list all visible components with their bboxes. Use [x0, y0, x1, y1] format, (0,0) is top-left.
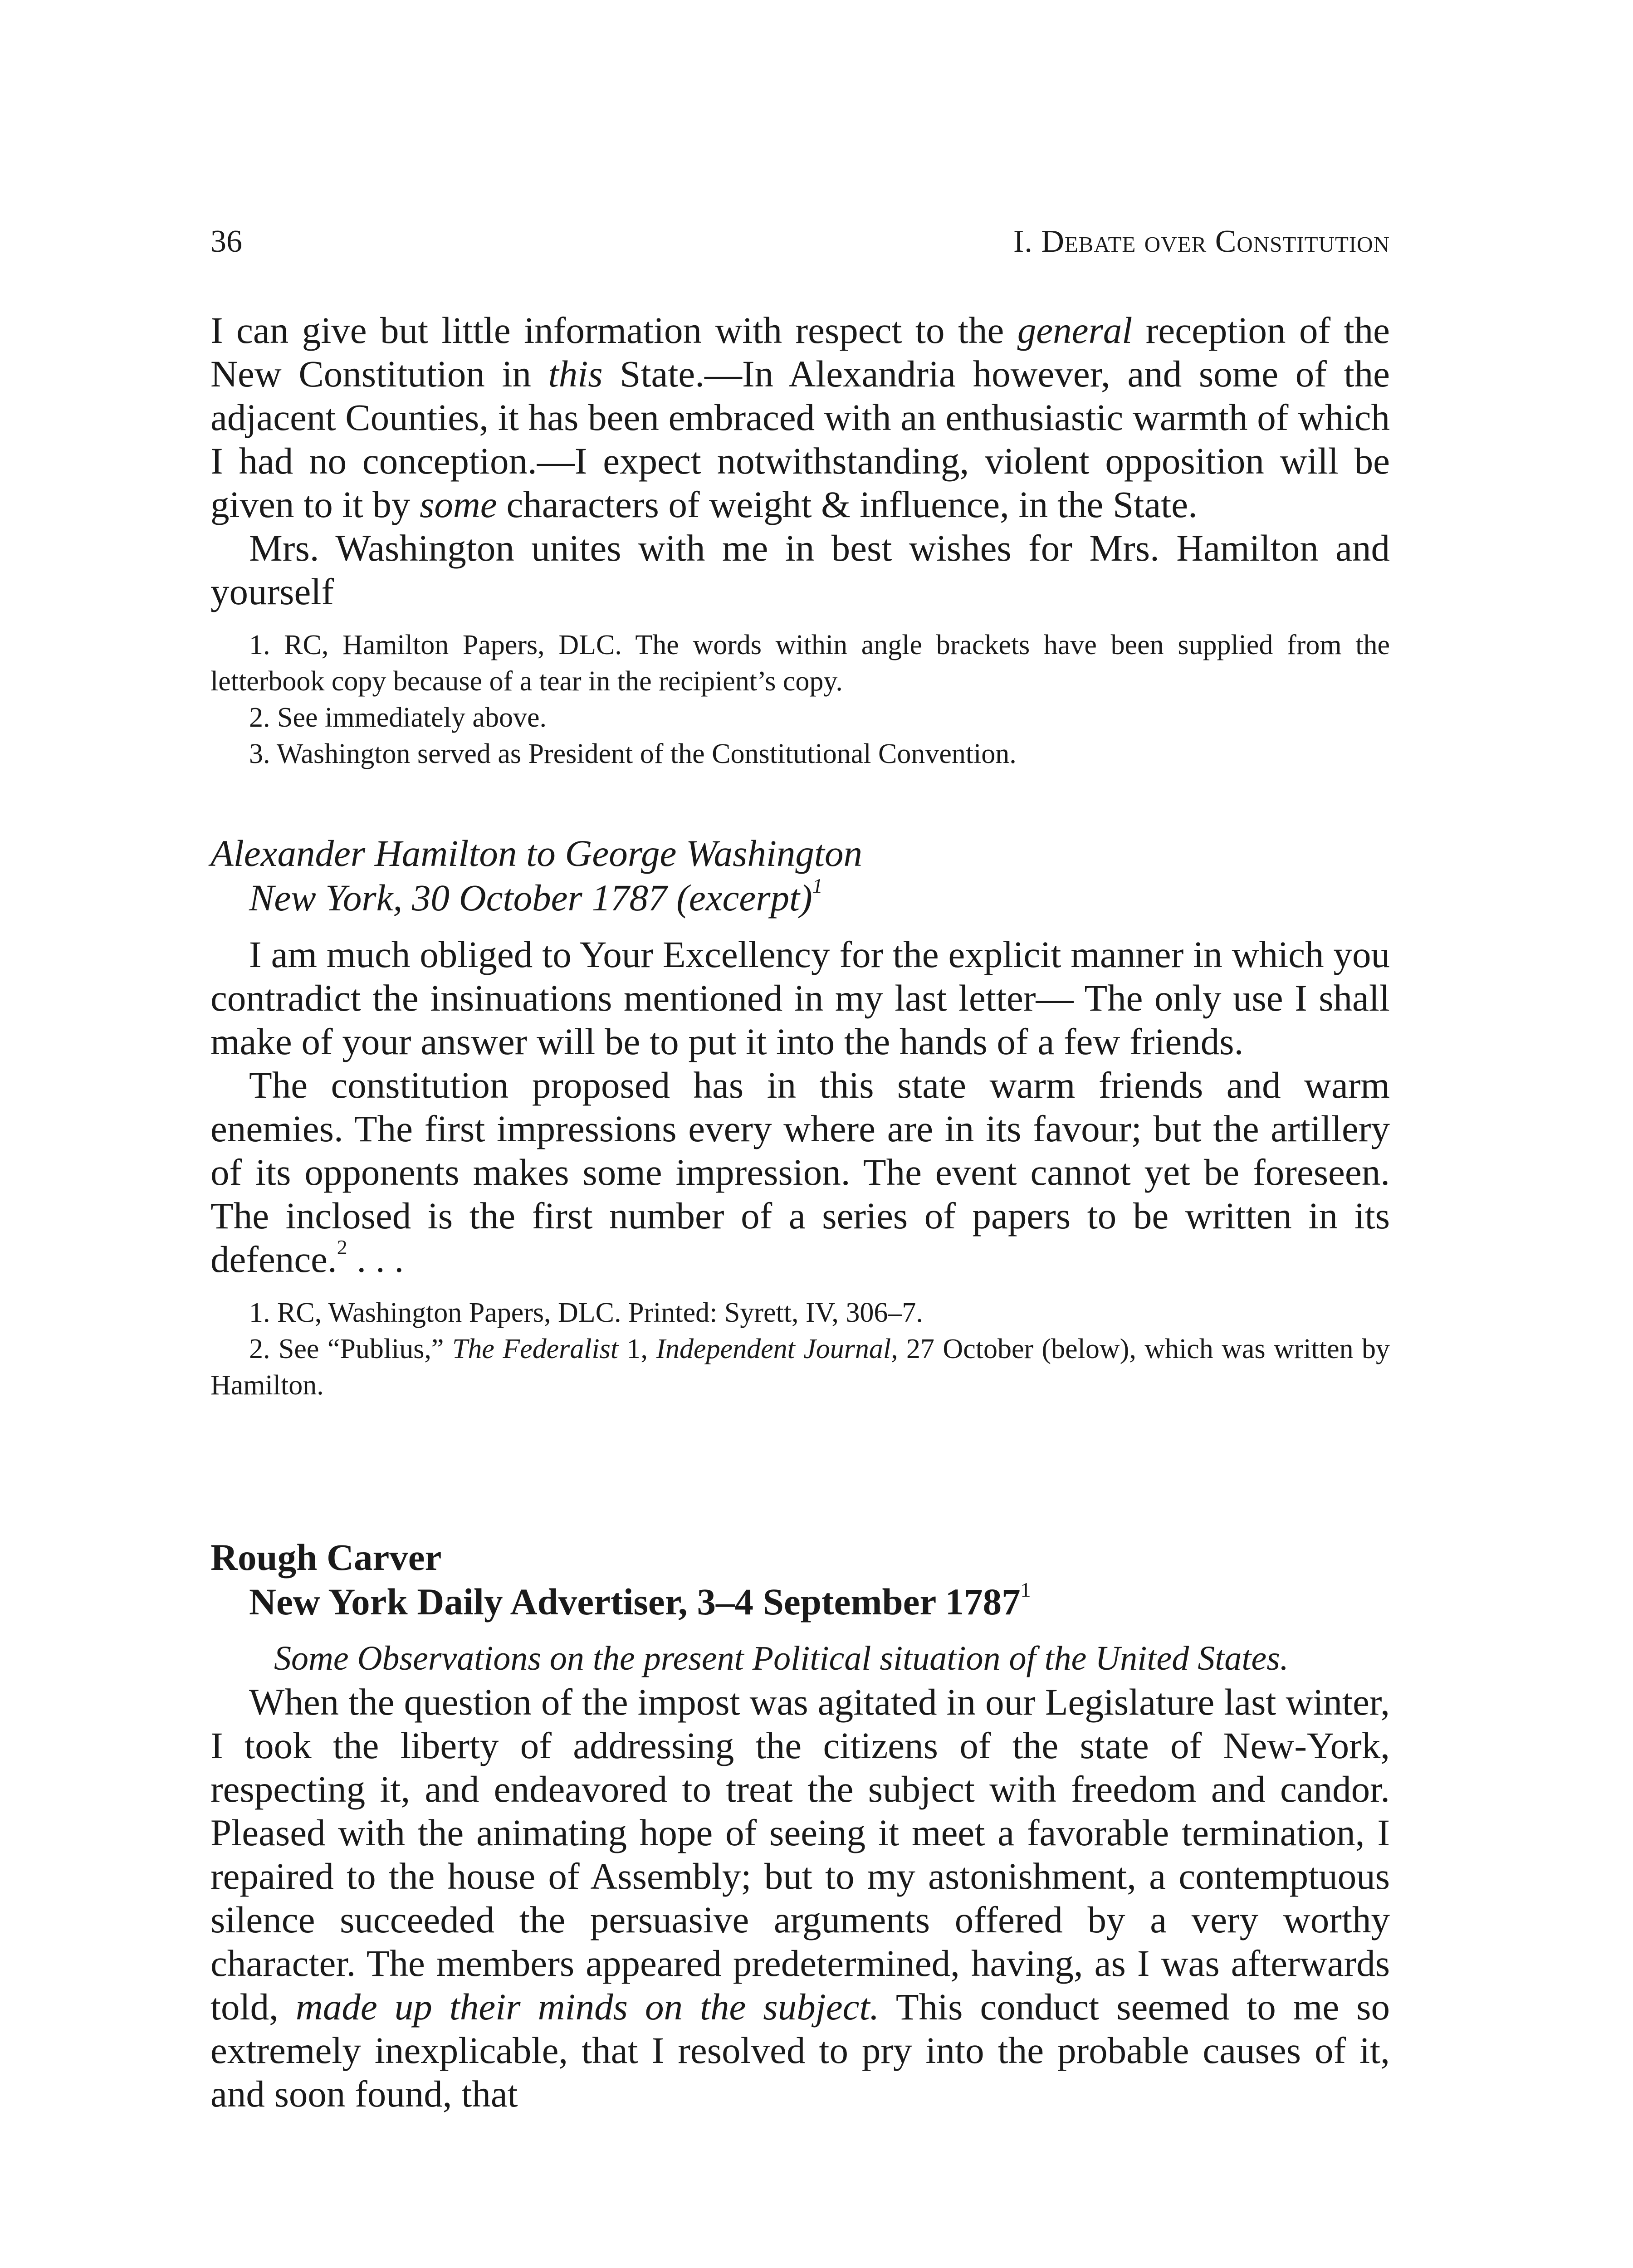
source-text: New York Daily Advertiser, 3–4 September 1787: [249, 1581, 1021, 1623]
letter-closing: Mrs. Washington unites with me in best wishes for Mrs. Hamilton and yourself: [210, 527, 1390, 612]
letter-paragraph: [210, 308, 1390, 526]
emphasis: The Federalist: [452, 1334, 619, 1364]
page-number: 36: [210, 224, 242, 259]
dateline-text: New York, 30 October 1787 (excerpt): [249, 877, 812, 919]
emphasis: some: [420, 484, 497, 525]
section-title: I. Debate over Constitution: [1013, 224, 1390, 259]
letter-paragraph: [210, 1063, 1390, 1281]
letter-heading-title: Alexander Hamilton to George Washington: [210, 832, 862, 874]
footnote: [210, 1331, 1390, 1403]
text-run: 2. See “Publius,”: [249, 1334, 452, 1364]
article-heading: [210, 1535, 1390, 1624]
emphasis: Independent Journal,: [656, 1334, 898, 1364]
emphasis: made up their minds on the subject.: [295, 1986, 880, 2028]
letter-heading-dateline: [210, 875, 1390, 920]
footnote-ref: 1: [812, 874, 823, 898]
footnote: 2. See immediately above.: [249, 702, 547, 733]
text-run: reception of the New Constitution in: [210, 309, 1390, 395]
text-run: 27 October (below), which was written by Hamilton.: [210, 1334, 1390, 1401]
footnote: 3. Washington served as President of the Constitutional Convention.: [249, 738, 1017, 769]
footnotes-letter1: [210, 627, 1390, 772]
footnote: 1. RC, Washington Papers, DLC. Printed: Syrett, IV, 306–7.: [249, 1297, 923, 1328]
emphasis: general: [1017, 309, 1133, 351]
page-content: [210, 308, 1390, 2116]
ellipsis: . . .: [347, 1238, 404, 1280]
article-paragraph: [210, 1680, 1390, 2116]
text-run: This conduct seemed to me so extremely inexplicable, that I resolved to pry into the probable causes of it, and soon found, that: [210, 1986, 1390, 2115]
footnote: 1. RC, Hamilton Papers, DLC. The words within angle brackets have been supplied from the letterbook copy because of a tear in the recipient’s copy.: [210, 630, 1390, 697]
footnote-ref: 2: [337, 1236, 347, 1259]
letter-paragraph: I am much obliged to Your Excellency for the explicit manner in which you contradict the insinuations mentioned in my last letter— The only use I shall make of your answer will be to put it into the hands of a few friends.: [210, 934, 1390, 1062]
footnotes-letter2: [210, 1295, 1390, 1403]
text-run: I can give but little information with respect to the: [210, 309, 1017, 351]
emphasis: this: [548, 353, 603, 395]
text-run: State.—In Alexandria however, and some of the adjacent Counties, it has been embraced with an enthusiastic warmth of which I had no conception.—I expect notwithstanding, violent opposition will be given to it by: [210, 353, 1390, 525]
article-subtitle: Some Observations on the present Political situation of the United States.: [274, 1639, 1289, 1677]
article-source: [210, 1579, 1390, 1624]
text-run: The constitution proposed has in this state warm friends and warm enemies. The first impressions every where are in its favour; but the artillery of its opponents makes some impression. The event cannot yet be foreseen. The inclosed is the first number of a series of papers to be written in its defence.: [210, 1064, 1390, 1280]
text-run: When the question of the impost was agitated in our Legislature last winter, I took the liberty of addressing the citizens of the state of New-York, respecting it, and endeavored to treat the subject with freedom and candor. Pleased with the animating hope of seeing it meet a favorable termination, I repaired to the house of Assembly; but to my astonishment, a contemptuous silence succeeded the persuasive arguments offered by a very worthy character. The members appeared predetermined, having, as I was afterwards told,: [210, 1681, 1390, 2028]
text-run: characters of weight & influence, in the State.: [497, 484, 1198, 525]
running-head: [210, 221, 1390, 262]
letter-heading: [210, 831, 1390, 920]
article-author: Rough Carver: [210, 1536, 442, 1578]
text-run: 1,: [618, 1334, 656, 1364]
footnote-ref: 1: [1020, 1578, 1031, 1602]
